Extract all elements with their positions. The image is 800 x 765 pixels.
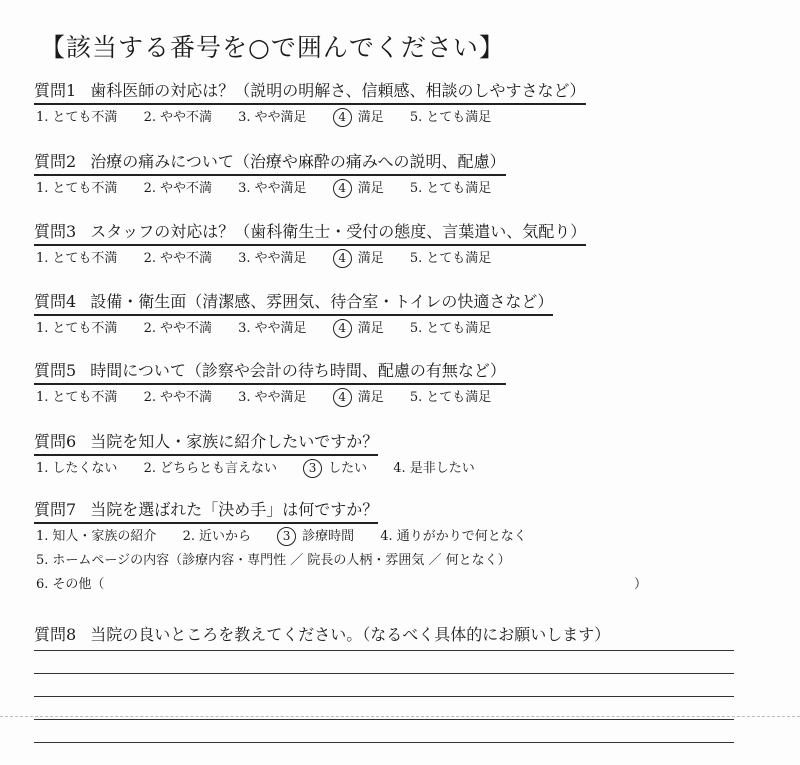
option-5[interactable]: 5. とても満足	[409, 251, 492, 266]
question-text: スタッフの対応は？（歯科衛生士・受付の態度、言葉遣い、気配り）	[90, 222, 587, 241]
circled-answer: 4	[333, 108, 352, 127]
question-2	[34, 149, 734, 199]
option-1[interactable]: 1. したくない	[36, 461, 118, 476]
question-number: 質問1	[34, 81, 77, 100]
question-number: 質問3	[34, 222, 77, 241]
option-3[interactable]: 3. やや満足	[238, 251, 307, 266]
question-4	[34, 289, 734, 339]
question-6-title	[34, 429, 378, 456]
answer-options	[36, 179, 734, 199]
option-5[interactable]: 5. ホームページの内容（診療内容・専門性 ／ 院長の人柄・雰囲気 ／ 何となく）	[36, 553, 511, 568]
option-4-selected[interactable]: 4 満足	[333, 249, 384, 269]
question-3-title	[34, 219, 586, 246]
option-3-selected[interactable]: 3 したい	[303, 459, 367, 479]
instruction-header: 【該当する番号を○で囲んでください】	[40, 33, 505, 62]
answer-line	[34, 742, 734, 743]
answer-line	[34, 650, 734, 651]
question-number: 質問5	[34, 361, 77, 380]
option-1[interactable]: 1. とても不満	[36, 321, 118, 336]
option-2[interactable]: 2. やや不満	[143, 251, 212, 266]
option-6-other[interactable]: 6. その他（	[36, 577, 105, 592]
question-5-title	[34, 358, 506, 385]
question-text: 設備・衛生面（清潔感、雰囲気、待合室・トイレの快適さなど）	[90, 292, 554, 311]
option-4-selected[interactable]: 4 満足	[333, 108, 384, 128]
answer-options	[36, 319, 734, 339]
option-3[interactable]: 3. やや満足	[238, 181, 307, 196]
question-text: 当院を選ばれた「決め手」は何ですか？	[90, 500, 379, 519]
option-3[interactable]: 3. やや満足	[238, 321, 307, 336]
question-text: 治療の痛みについて（治療や麻酔の痛みへの説明、配慮）	[90, 152, 506, 171]
answer-line	[34, 719, 734, 720]
circled-answer: 4	[333, 179, 352, 198]
option-2[interactable]: 2. やや不満	[143, 110, 212, 125]
question-4-title	[34, 289, 553, 316]
option-3-selected[interactable]: 3 診療時間	[277, 527, 354, 547]
question-text: 歯科医師の対応は？（説明の明解さ、信頼感、相談のしやすさなど）	[90, 81, 586, 100]
option-3[interactable]: 3. やや満足	[238, 110, 307, 125]
answer-options	[36, 388, 734, 408]
option-4-selected[interactable]: 4 満足	[333, 179, 384, 199]
circled-answer: 3	[303, 459, 322, 478]
answer-line	[34, 696, 734, 697]
option-5[interactable]: 5. とても満足	[409, 181, 492, 196]
question-number: 質問4	[34, 292, 77, 311]
question-5	[34, 358, 734, 408]
circled-answer: 4	[333, 388, 352, 407]
question-text: 当院を知人・家族に紹介したいですか？	[90, 432, 379, 451]
question-6	[34, 429, 734, 479]
answer-options	[36, 527, 734, 547]
option-3[interactable]: 3. やや満足	[238, 390, 307, 405]
question-7-title	[34, 497, 378, 524]
option-4-selected[interactable]: 4 満足	[333, 319, 384, 339]
scan-edge-line	[0, 716, 800, 717]
answer-options	[36, 249, 734, 269]
question-7	[34, 497, 734, 595]
question-3	[34, 219, 734, 269]
option-1[interactable]: 1. 知人・家族の紹介	[36, 529, 157, 544]
option-4-selected[interactable]: 4 満足	[333, 388, 384, 408]
question-8-title	[34, 622, 610, 647]
answer-options-line-3	[36, 575, 734, 595]
option-2[interactable]: 2. どちらとも言えない	[143, 461, 277, 476]
option-2[interactable]: 2. やや不満	[143, 181, 212, 196]
answer-options-line-2	[36, 551, 734, 571]
option-2[interactable]: 2. 近いから	[182, 529, 251, 544]
question-1	[34, 78, 734, 128]
question-number: 質問2	[34, 152, 77, 171]
question-text: 当院の良いところを教えてください。（なるべく具体的にお願いします）	[90, 625, 611, 644]
question-1-title	[34, 78, 586, 105]
circled-answer: 4	[333, 249, 352, 268]
option-1[interactable]: 1. とても不満	[36, 251, 118, 266]
option-4[interactable]: 4. 通りがかりで何となく	[380, 529, 527, 544]
answer-options	[36, 108, 734, 128]
question-8	[34, 622, 734, 647]
question-2-title	[34, 149, 506, 176]
circled-answer: 4	[333, 319, 352, 338]
free-answer-area[interactable]	[34, 650, 734, 765]
option-5[interactable]: 5. とても満足	[409, 321, 492, 336]
question-number: 質問7	[34, 500, 77, 519]
option-5[interactable]: 5. とても満足	[409, 390, 492, 405]
question-text: 時間について（診察や会計の待ち時間、配慮の有無など）	[90, 361, 506, 380]
option-1[interactable]: 1. とても不満	[36, 181, 118, 196]
option-1[interactable]: 1. とても不満	[36, 110, 118, 125]
option-1[interactable]: 1. とても不満	[36, 390, 118, 405]
option-2[interactable]: 2. やや不満	[143, 321, 212, 336]
option-4[interactable]: 4. 是非したい	[393, 461, 475, 476]
question-number: 質問8	[34, 625, 77, 644]
option-2[interactable]: 2. やや不満	[143, 390, 212, 405]
circled-answer: 3	[277, 527, 296, 546]
answer-line	[34, 673, 734, 674]
question-number: 質問6	[34, 432, 77, 451]
answer-options	[36, 459, 734, 479]
other-close-paren: ）	[634, 577, 648, 592]
option-5[interactable]: 5. とても満足	[409, 110, 492, 125]
